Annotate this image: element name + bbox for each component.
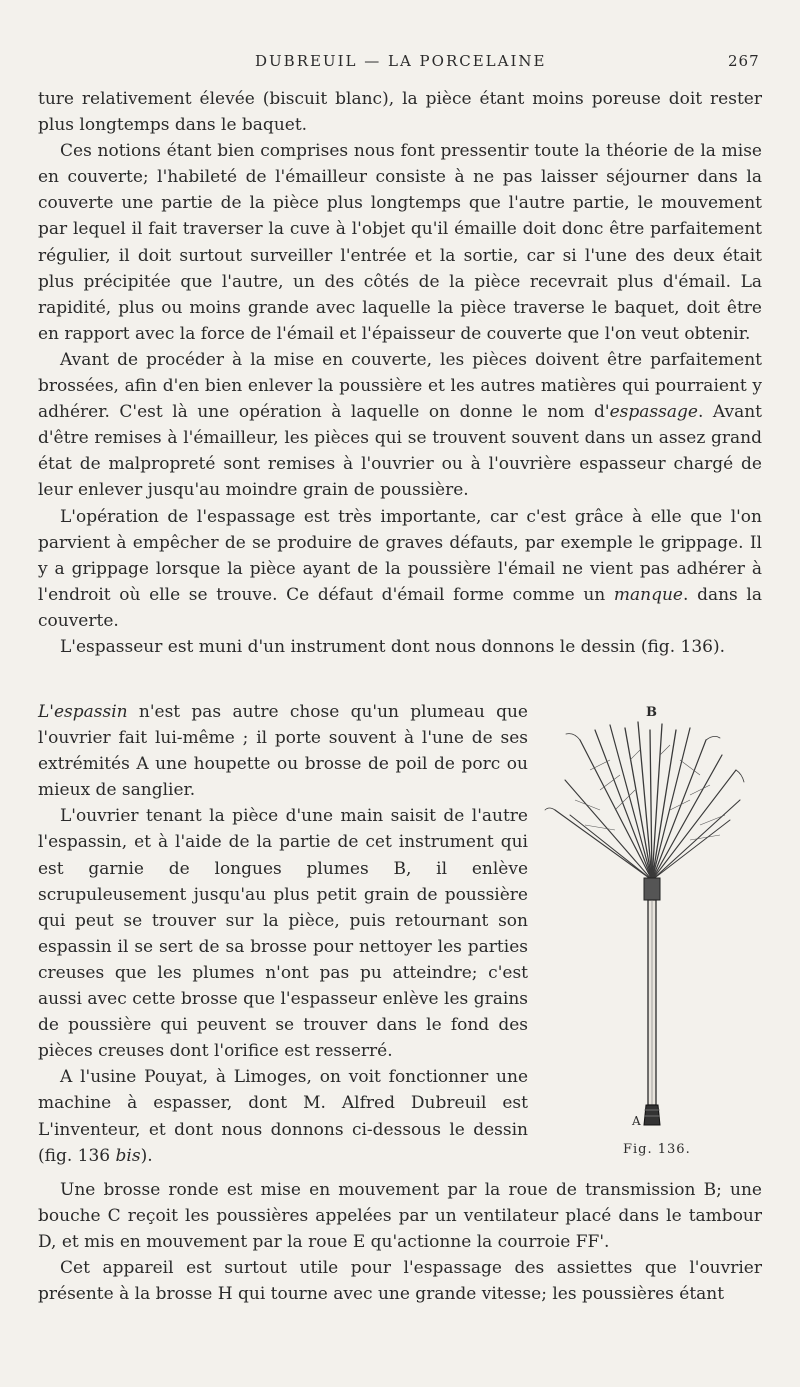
paragraph: L'ouvrier tenant la pièce d'une main saisit de l'autre l'espassin, et à l'aide de la partie de cet instrument qui est garnie de longues plumes B, il enlève scrupuleusement jusqu'au plus petit grain de poussière qui peut se trouver sur la pièce, puis retournant son espassin il se sert de sa brosse pour nettoyer les parties creuses que les plumes n'ont pas pu atteindre; c'est aussi avec cette brosse que l'espasseur enlève les grains de poussière qui peuvent se trouver dans le fond des pièces creuses dont l'orifice est resserré. (38, 806, 528, 1062)
figure-caption: Fig. 136. (623, 1142, 691, 1157)
paragraph: Avant de procéder à la mise en couverte, les pièces doivent être parfaitement brossées, afin d'en bien enlever la poussière et les autres matières qui pourraient y adhérer. C'est là une opération à laquelle on donne le nom d'espassage. Avant d'être remises à l'émailleur, les pièces qui se trouvent souvent dans un assez grand état de malpropreté sont remises à l'ouvrier ou à l'ouvrière espasseur chargé de leur enlever jusqu'au moindre grain de poussière. (38, 349, 762, 501)
term-manque: manque (613, 584, 683, 605)
figure-136-espassin (540, 700, 770, 1170)
paragraph: ture relativement élevée (biscuit blanc), la pièce étant moins poreuse doit rester plus longtemps dans le baquet. (38, 89, 762, 136)
label-a: A (632, 1114, 641, 1128)
paragraph: Une brosse ronde est mise en mouvement par la roue de transmission B; une bouche C reçoit les poussières appelées par un ventilateur placé dans le tambour D, et mis en mouvement par la roue E qu'actionne la courroie FF'. (38, 1180, 762, 1253)
label-b: B (646, 705, 657, 720)
term-bis: bis (115, 1145, 141, 1166)
paragraph: L'espassin n'est pas autre chose qu'un plumeau que l'ouvrier fait lui-même ; il porte souvent à l'une de ses extrémités A une houpette ou brosse de poil de porc ou mieux de sanglier. (38, 702, 528, 801)
feather-duster-illustration (540, 700, 770, 1170)
paragraph: L'opération de l'espassage est très importante, car c'est grâce à elle que l'on parvient à empêcher de se produire de graves défauts, par exemple le grippage. Il y a grippage lorsque la pièce ayant de la poussière l'émail ne vient pas adhérer à l'endroit où elle se trouve. Ce défaut d'émail forme comme un manque. dans la couverte. (38, 506, 762, 631)
body-text-bottom (38, 1177, 762, 1307)
paragraph: L'espasseur est muni d'un instrument dont nous donnons le dessin (fig. 136). (60, 636, 725, 657)
paragraph: Cet appareil est surtout utile pour l'espassage des assiettes que l'ouvrier présente à la brosse H qui tourne avec une grande vitesse; les poussières étant (38, 1258, 762, 1305)
running-header (0, 52, 800, 74)
paragraph: A l'usine Pouyat, à Limoges, on voit fonctionner une machine à espasser, dont M. Alfred Dubreuil est L'inventeur, et dont nous donnons ci-dessous le dessin (fig. 136 bis). (38, 1067, 528, 1166)
body-text-top (38, 86, 762, 660)
body-text-beside-figure (38, 699, 528, 1169)
running-title: DUBREUIL — LA PORCELAINE (255, 52, 547, 70)
term-espassage: espassage (609, 402, 698, 423)
term-espassin: L'espassin (38, 702, 128, 722)
page-number: 267 (728, 52, 760, 70)
paragraph: Ces notions étant bien comprises nous font pressentir toute la théorie de la mise en couverte; l'habileté de l'émailleur consiste à ne pas laisser séjourner dans la couverte une partie de la pièce plus longtemps que l'autre partie, le mouvement par lequel il fait traverser la cuve à l'objet qu'il émaille doit donc être parfaitement régulier, il doit surtout surveiller l'entrée et la sortie, car si l'une des deux était plus précipitée que l'autre, un des côtés de la pièce recevrait plus d'émail. La rapidité, plus ou moins grande avec laquelle la pièce traverse le baquet, doit être en rapport avec la force de l'émail et l'épaisseur de couverte que l'on veut obtenir. (38, 141, 762, 344)
